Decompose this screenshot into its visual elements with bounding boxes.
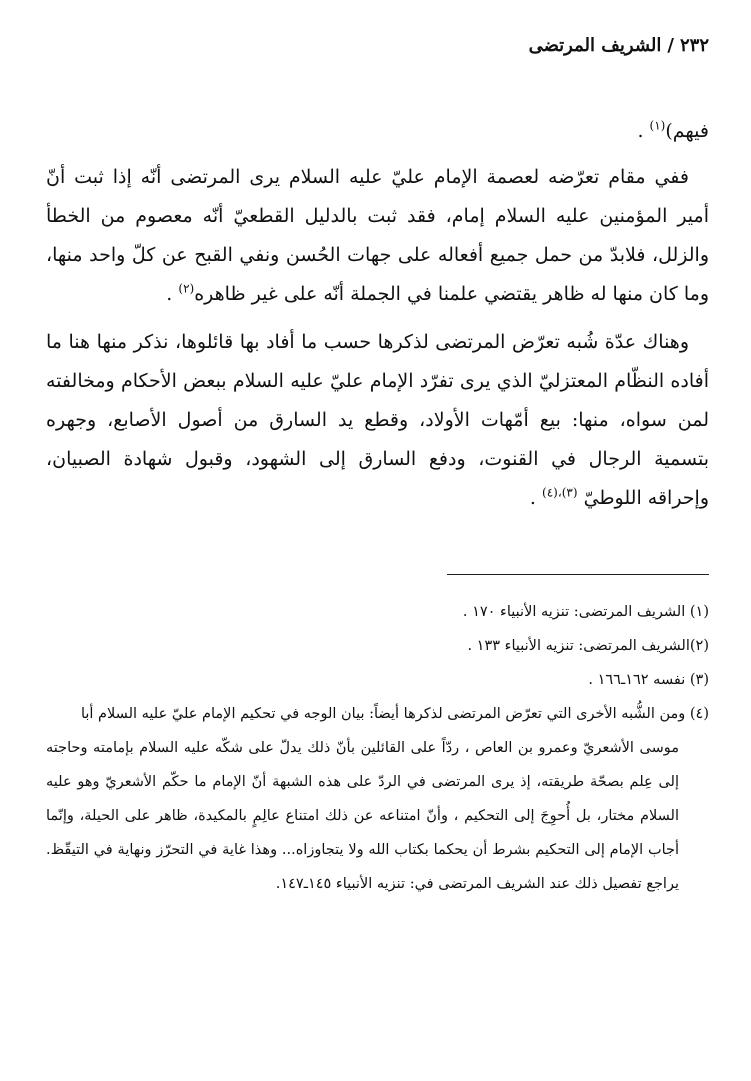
paragraph-3-text: وهناك عدّة شُبه تعرّض المرتضى لذكرها حسب ما أفاد بها قائلوها، نذكر منها هنا ما أفاده النظّام المعتزليّ الذي يرى تفرّد الإمام عليّ عليه السلام ببعض الأحكام ومخالفته لمن سواه، منها: بيع أمّهات الأولاد، وقطع يد السارق من أصول الأصابع، وجهره بتسمية الرجال في القنوت، ودفع السارق إلى الشهود، وقبول شهادة الصبيان، وإحراقه اللوطيّ [46, 331, 709, 509]
footnote-ref-1[interactable]: (١) [649, 118, 666, 133]
running-header [46, 28, 709, 64]
footnote-ref-2[interactable]: (٢) [178, 281, 195, 296]
paragraph-3: وهناك عدّة شُبه تعرّض المرتضى لذكرها حسب ما أفاد بها قائلوها، نذكر منها هنا ما أفاده النظّام المعتزليّ الذي يرى تفرّد الإمام عليّ عليه السلام ببعض الأحكام ومخالفته لمن سواه، منها: بيع أمّهات الأولاد، وقطع يد السارق من أصول الأصابع، وجهره بتسمية الرجال في القنوت، ودفع السارق إلى الشهود، وقبول شهادة الصبيان، وإحراقه اللوطيّ $^{(٣)،(٤)}$ . [46, 331, 709, 509]
footnote-ref-3-4[interactable]: (٣)،(٤) [542, 485, 578, 500]
paragraph-1: فيهم)$^{(١)}$ . [637, 118, 709, 142]
page-number: ٢٣٢ [679, 35, 709, 56]
footnote-1: (١) الشريف المرتضى: تنزيه الأنبياء ١٧٠ . [462, 604, 709, 620]
paragraph-2-text: ففي مقام تعرّضه لعصمة الإمام عليّ عليه السلام يرى المرتضى أنّه إذا ثبت أنّ أمير المؤمنين عليه السلام إمام، فقد ثبت بالدليل القطعيّ أنّه معصوم من الخطأ والزلل، فلابدّ من حمل جميع أفعاله على جهات الحُسن ونفي القبح عن كلّ واحد منها، وما كان منها له ظاهر يقتضي علمنا في الجملة أنّه على غير ظاهره [46, 166, 709, 305]
running-title: الشريف المرتضى [528, 35, 662, 56]
footnote-3: (٣) نفسه ١٦٢ـ١٦٦ . [588, 672, 709, 688]
paragraph-1-text: فيهم) [665, 120, 709, 142]
footnote-4-lead: (٤) ومن الشُّبه الأخرى التي تعرّض المرتضى لذكرها أيضاً: بيان الوجه في تحكيم الإمام عليّ عليه السلام أبا [80, 706, 709, 722]
footnote-4-body: موسى الأشعريّ وعمرو بن العاص ، ردّاً على القائلين بأنّ ذلك يدلّ على شكّه عليه السلام بإمامته وحاجته إلى عِلم بصحّة طريقته، إذ يرى المرتضى في الردّ على هذه الشبهة أنّ الإمام ما حكّم الأشعريّ وهو عليه السلام مختار، بل أُحوِجَ إلى التحكيم ، وأنّ امتناعه عن ذلك امتناع عالِمٍ بالمكيدة، ظاهر على الحيلة، وإنّما أجاب الإمام إلى التحكيم بشرط أن يحكما بكتاب الله ولا يتجاوزاه... وهذا غاية في التحرّز ونهاية في التيقّظ. يراجع تفصيل ذلك عند الشريف المرتضى في: تنزيه الأنبياء ١٤٥ـ١٤٧. [46, 740, 679, 892]
paragraph-2: ففي مقام تعرّضه لعصمة الإمام عليّ عليه السلام يرى المرتضى أنّه إذا ثبت أنّ أمير المؤمنين عليه السلام إمام، فقد ثبت بالدليل القطعيّ أنّه معصوم من الخطأ والزلل، فلابدّ من حمل جميع أفعاله على جهات الحُسن ونفي القبح عن كلّ واحد منها، وما كان منها له ظاهر يقتضي علمنا في الجملة أنّه على غير ظاهره$^{(٢)}$ . [46, 166, 709, 305]
footnote-2: (٢)الشريف المرتضى: تنزيه الأنبياء ١٣٣ . [467, 638, 709, 654]
footnotes [46, 595, 709, 901]
header-separator: / [667, 35, 674, 56]
footnote-divider [447, 574, 709, 575]
main-text [46, 112, 709, 518]
